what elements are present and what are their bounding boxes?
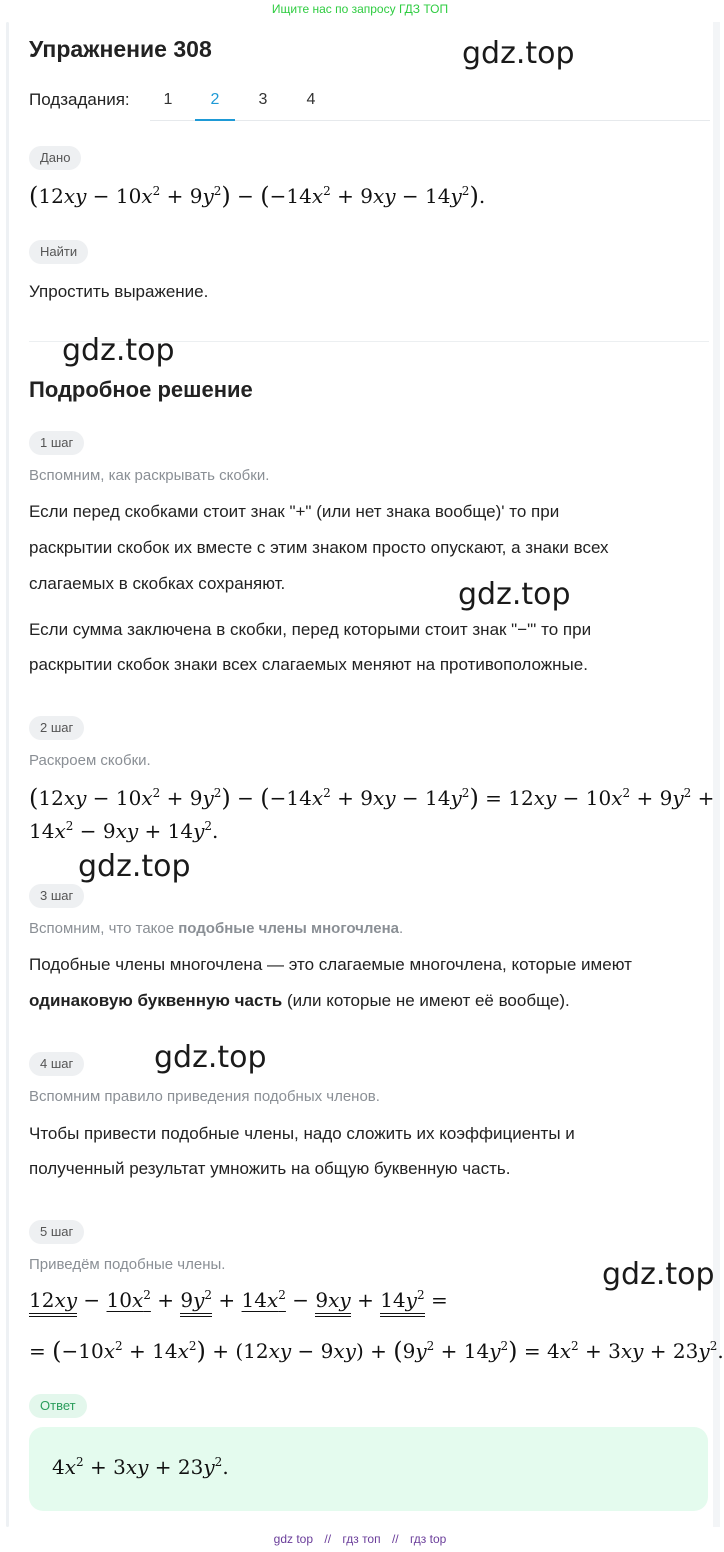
step-3-badge: 3 шаг [29,884,84,908]
step-2-expression-line1: $(12xy - 10x^2 + 9y^2) - (-14x^2 + 9xy - 14y^2) = 12xy - 10x^2 + 9y^2$ + [29,784,715,812]
right-scroll-area [713,22,720,1527]
watermark: gdz.top [154,1040,267,1075]
given-expression: $(12xy - 10x^2 + 9y^2) - (-14x^2 + 9xy - 14y^2)$. [29,182,486,210]
solution-heading: Подробное решение [29,377,253,402]
footer-link[interactable]: гдз top [409,1532,447,1546]
step-1-line: Если перед скобками стоит знак "+" (или нет знака вообще)' то при [29,502,560,521]
step-4-hint: Вспомним правило приведения подобных членов. [29,1088,380,1105]
subtask-tab-3[interactable]: 3 [258,91,268,108]
watermark: gdz.top [602,1257,715,1292]
step-1-hint: Вспомним, как раскрывать скобки. [29,467,270,484]
step-3-line: Подобные члены многочлена — это слагаемые многочлена, которые имеют [29,955,632,974]
step-5-expression-line1: $12xy - 10x^2 + 9y^2 + 14x^2 - 9xy + 14y^2$ = [29,1288,448,1312]
step-5-badge: 5 шаг [29,1220,84,1244]
footer-link[interactable]: gdz top [273,1532,314,1546]
step-4-line: полученный результат умножить на общую буквенную часть. [29,1159,511,1178]
watermark: gdz.top [462,36,575,71]
subtask-tab-4[interactable]: 4 [306,91,316,108]
find-badge: Найти [29,240,88,264]
watermark: gdz.top [62,333,175,368]
top-banner[interactable]: Ищите нас по запросу ГДЗ ТОП [271,2,449,16]
step-2-expression-line2: $14x^2 - 9xy + 14y^2$. [29,819,219,843]
watermark: gdz.top [78,849,191,884]
footer-separator: // [324,1532,332,1546]
watermark: gdz.top [458,577,571,612]
step-1-badge: 1 шаг [29,431,84,455]
answer-badge: Ответ [29,1394,87,1418]
footer-separator: // [391,1532,399,1546]
exercise-title: Упражнение 308 [29,36,212,62]
left-border [6,22,9,1527]
step-2-badge: 2 шаг [29,716,84,740]
step-4-line: Чтобы привести подобные члены, надо сложить их коэффициенты и [29,1124,575,1143]
given-badge: Дано [29,146,81,170]
step-5-expression-line2: = $(-10x^2 + 14x^2) + (12xy - 9xy) + (9y^2 + 14y^2) = 4x^2 + 3xy + 23y^2$. [29,1337,724,1365]
find-text: Упростить выражение. [29,282,209,301]
subtasks-label: Подзадания: [29,90,130,109]
step-1-line: раскрытии скобок их вместе с этим знаком просто опускают, а знаки всех [29,538,609,557]
step-1-line: раскрытии скобок знаки всех слагаемых меняют на противоположные. [29,655,588,674]
step-1-line: слагаемых в скобках сохраняют. [29,574,286,593]
step-3-line: одинаковую буквенную часть (или которые не имеют её вообще). [29,991,570,1010]
subtask-tab-2[interactable]: 2 [210,91,220,108]
active-tab-indicator [195,119,235,121]
step-2-hint: Раскроем скобки. [29,752,151,769]
step-1-line: Если сумма заключена в скобки, перед которыми стоит знак "−"' то при [29,620,592,639]
footer-links [0,1532,720,1546]
step-4-badge: 4 шаг [29,1052,84,1076]
step-5-hint: Приведём подобные члены. [29,1256,226,1273]
footer-link[interactable]: гдз топ [342,1532,381,1546]
answer-expression: $4x^2 + 3xy + 23y^2$. [52,1455,229,1479]
subtask-tab-1[interactable]: 1 [163,91,173,108]
step-3-hint: Вспомним, что такое подобные члены многочлена. [29,920,404,937]
